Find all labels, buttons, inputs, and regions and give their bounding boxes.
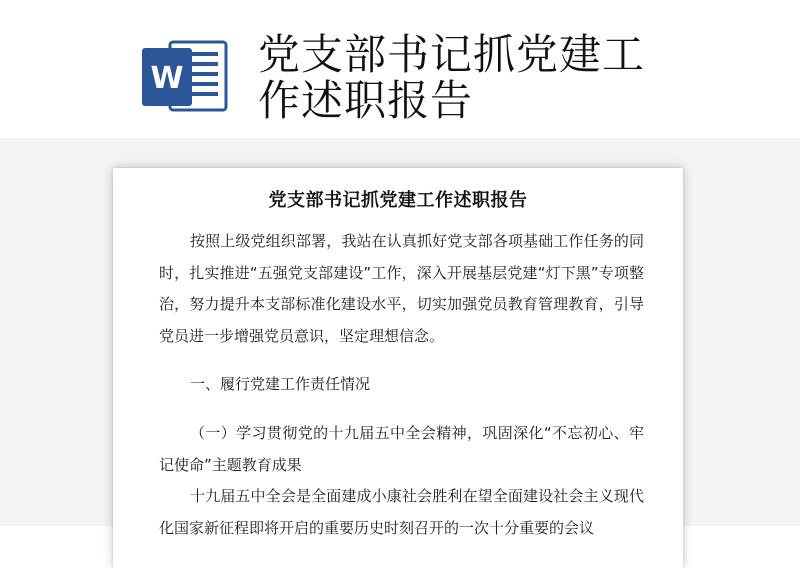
document-title: 党支部书记抓党建工作述职报告 [268, 190, 528, 211]
section-heading: 一、履行党建工作责任情况 [190, 375, 371, 393]
document-preview-area [0, 138, 800, 537]
paragraph-body: 十九届五中全会是全面建成小康社会胜利在望全面建设社会主义现代化国家新征程即将开启的重要历史时刻召开的一次十分重要的会议 [159, 487, 644, 537]
word-logo-letter: W [150, 61, 184, 96]
banner-title: 党支部书记抓党建工作述职报告 [258, 30, 646, 125]
document-page [113, 168, 683, 568]
paragraph-intro: 按照上级党组织部署，我站在认真抓好党支部各项基础工作任务的同时，扎实推进“五强党支部建设”工作，深入开展基层党建“灯下黑”专项整治，努力提升本支部标准化建设水平，切实加强党员教育管理教育，引导党员进一步增强党员意识，坚定理想信念。 [159, 232, 644, 345]
subsection-heading: （一）学习贯彻党的十九届五中全会精神，巩固深化“不忘初心、牢记使命”主题教育成果 [159, 424, 644, 474]
banner [0, 0, 800, 138]
word-document-icon [140, 36, 230, 116]
